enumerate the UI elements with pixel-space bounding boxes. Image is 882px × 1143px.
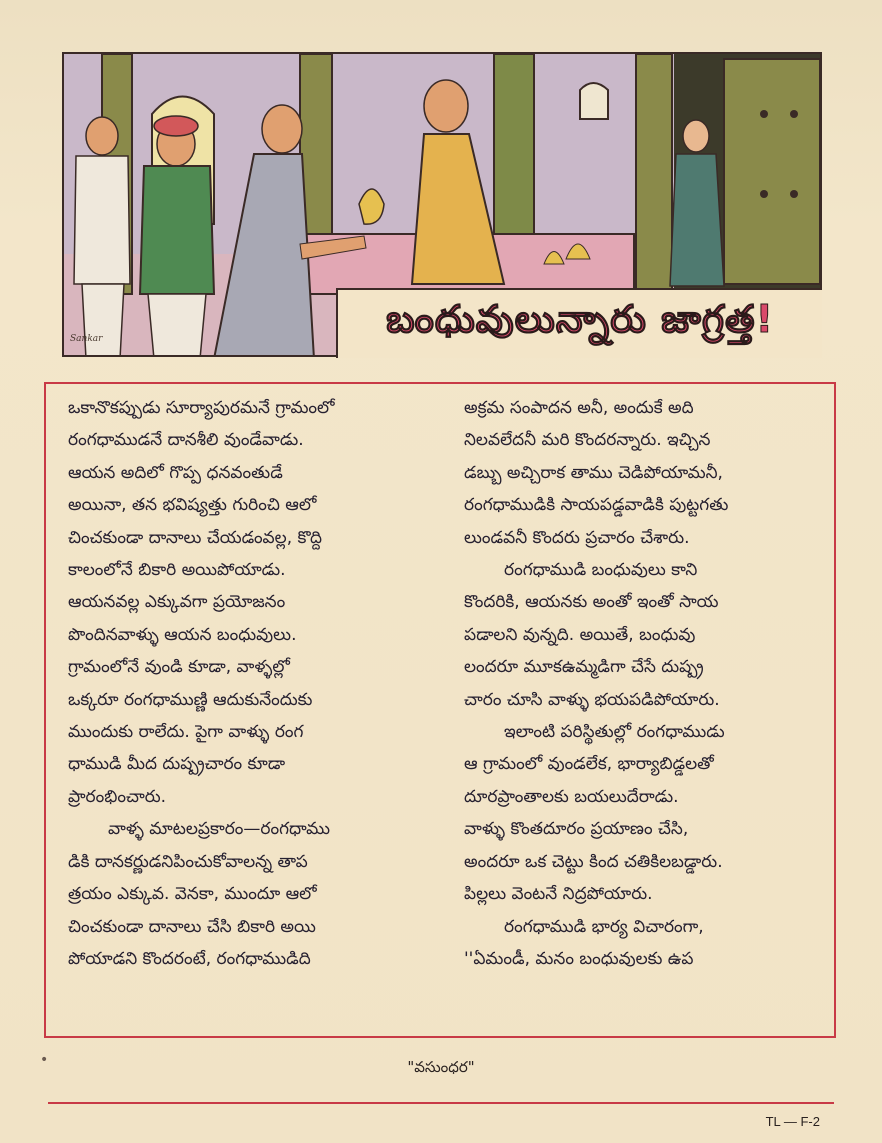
- text-line: ధాముడి మీద దుష్ప్రచారం కూడా: [68, 754, 286, 775]
- text-line: రంగధాముడనే దానశీలి వుండేవాడు.: [68, 430, 304, 451]
- text-line: చించకుండా దానాలు చేయడంవల్ల, కొద్ది: [68, 527, 323, 548]
- text-line: వాళ్ళ మాటలప్రకారం—రంగధాము: [108, 819, 331, 840]
- text-line: నిలవలేదనీ మరి కొందరన్నారు. ఇచ్చిన: [464, 430, 711, 451]
- text-line: ఒకానొకప్పుడు సూర్యాపురమనే గ్రామంలో: [68, 398, 335, 418]
- footer-caption: "వసుంధర": [407, 1058, 475, 1076]
- text-line: పడాలని వున్నది. అయితే, బంధువు: [464, 624, 696, 645]
- text-line: పిల్లలు వెంటనే నిద్రపోయారు.: [464, 884, 653, 905]
- text-line: రంగధాముడి భార్య విచారంగా,: [504, 916, 704, 937]
- text-line: ప్రారంభించారు.: [68, 786, 167, 807]
- text-line: డబ్బు అచ్చిరాక తాము చెడిపోయామనీ,: [464, 462, 723, 483]
- text-line: లందరూ మూకఉమ్మడిగా చేసే దుష్ప్ర: [464, 657, 704, 678]
- text-line: దూరప్రాంతాలకు బయలుదేరాడు.: [464, 786, 679, 807]
- page-code: TL — F-2: [765, 1114, 820, 1129]
- text-line: అందరూ ఒక చెట్టు కింద చతికిలబడ్డారు.: [464, 851, 723, 872]
- text-line: రంగధాముడి బంధువులు కాని: [504, 560, 698, 581]
- text-line: వాళ్ళు కొంతదూరం ప్రయాణం చేసి,: [464, 819, 689, 840]
- text-line: రంగధాముడికి సాయపడ్డవాడికి పుట్టగతు: [464, 495, 729, 516]
- text-line: ''ఏమండీ, మనం బంధువులకు ఉప: [464, 948, 694, 969]
- text-line: పొందినవాళ్ళు ఆయన బంధువులు.: [68, 624, 297, 645]
- text-line: లుండవనీ కొందరు ప్రచారం చేశారు.: [464, 527, 690, 548]
- text-line: పోయాడని కొందరంటే, రంగధాముడిది: [68, 948, 311, 969]
- story-title-box: [336, 288, 822, 358]
- text-line: చించకుండా దానాలు చేసి బికారి అయి: [68, 916, 316, 937]
- text-line: ఆయనవల్ల ఎక్కువగా ప్రయోజనం: [68, 592, 286, 613]
- text-line: కాలంలోనే బికారి అయిపోయాడు.: [68, 560, 286, 581]
- text-line: ఇలాంటి పరిస్థితుల్లో రంగధాముడు: [504, 722, 725, 743]
- footer-dots: •: [40, 1052, 49, 1068]
- artist-signature: Sankar: [70, 334, 103, 344]
- footer-rule: [48, 1102, 834, 1104]
- text-line: ఒక్కరూ రంగధాముణ్ణి ఆదుకునేందుకు: [68, 689, 313, 710]
- text-line: డికి దానకర్ణుడనిపించుకోవాలన్న తాప: [68, 851, 308, 872]
- text-line: గ్రామంలోనే వుండి కూడా, వాళ్ళల్లో: [68, 657, 290, 678]
- text-line: ఆయన అదిలో గొప్ప ధనవంతుడే: [68, 462, 283, 483]
- text-line: త్రయం ఎక్కువ. వెనకా, ముందూ ఆలో: [68, 884, 317, 905]
- text-line: ముందుకు రాలేదు. పైగా వాళ్ళు రంగ: [68, 722, 304, 743]
- text-line: కొందరికి, ఆయనకు అంతో ఇంతో సాయ: [464, 592, 719, 613]
- story-title: బంధువులున్నారు జాగ్రత్త!: [386, 297, 774, 341]
- text-line: అయినా, తన భవిష్యత్తు గురించి ఆలో: [68, 495, 317, 516]
- story-column-right: [464, 392, 814, 975]
- story-column-left: [68, 392, 418, 975]
- text-line: ఆ గ్రామంలో వుండలేక, భార్యాబిడ్డలతో: [464, 754, 714, 775]
- text-line: అక్రమ సంపాదన అనీ, అందుకే అది: [464, 398, 694, 418]
- text-line: చారం చూసి వాళ్ళు భయపడిపోయారు.: [464, 689, 720, 710]
